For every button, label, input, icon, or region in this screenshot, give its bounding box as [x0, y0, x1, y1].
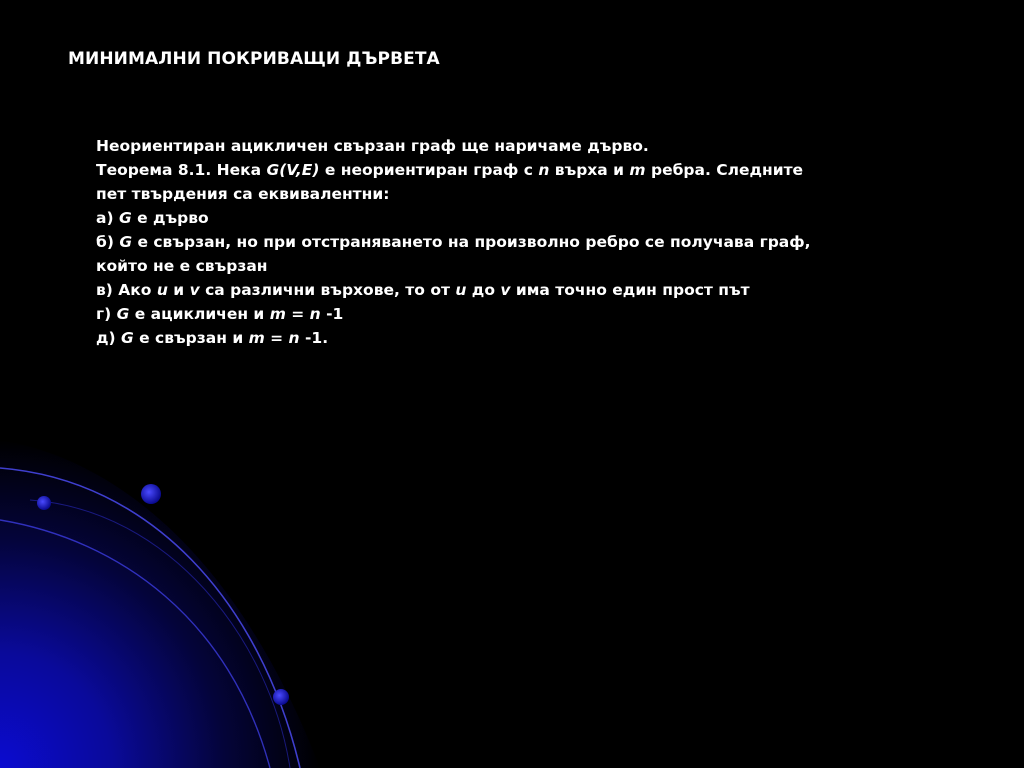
- item-d-text: е ацикличен и: [129, 305, 270, 323]
- blue-glow-shape: [0, 440, 320, 768]
- item-b-prefix: б): [96, 233, 120, 251]
- item-d-tail: -1: [320, 305, 344, 323]
- item-a-prefix: а): [96, 209, 119, 227]
- decor-dot-2: [37, 496, 51, 510]
- item-e-tail: -1.: [299, 329, 329, 347]
- slide-title: МИНИМАЛНИ ПОКРИВАЩИ ДЪРВЕТА: [68, 49, 440, 69]
- item-c-text: има точно един прост път: [510, 281, 750, 299]
- item-d-g: G: [116, 305, 130, 323]
- item-c-mid: са различни върхове, то от: [199, 281, 456, 299]
- item-e-text: е свързан и: [133, 329, 249, 347]
- m-symbol: m: [629, 161, 646, 179]
- item-b-text: е свързан, но при отстраняването на произволно ребро се получава граф,: [132, 233, 811, 251]
- graph-symbol: G(V,E): [266, 161, 320, 179]
- item-b-g: G: [119, 233, 133, 251]
- item-e-prefix: д): [96, 329, 121, 347]
- item-c: [96, 278, 956, 302]
- item-d: [96, 302, 956, 326]
- item-e-equation: m = n: [248, 329, 300, 347]
- item-b: [96, 230, 956, 254]
- u-symbol-2: u: [455, 281, 467, 299]
- v-symbol: v: [189, 281, 200, 299]
- theorem-text-3: ребра. Следните: [645, 161, 804, 179]
- item-e: [96, 326, 956, 350]
- theorem-text-1: е неориентиран граф с: [319, 161, 539, 179]
- item-a-text: е дърво: [131, 209, 209, 227]
- theorem-line-2: пет твърдения са еквивалентни:: [96, 185, 390, 203]
- item-c-to: до: [466, 281, 501, 299]
- item-b-cont: който не е свързан: [96, 257, 268, 275]
- item-d-prefix: г): [96, 305, 117, 323]
- n-symbol: n: [538, 161, 550, 179]
- item-c-prefix: в) Ако: [96, 281, 157, 299]
- definition-line: Неориентиран ацикличен свързан граф ще наричаме дърво.: [96, 137, 649, 155]
- theorem-label: Теорема 8.1. Нека: [96, 161, 267, 179]
- item-c-and: и: [167, 281, 190, 299]
- u-symbol: u: [156, 281, 168, 299]
- item-a: [96, 206, 956, 230]
- item-d-equation: m = n: [269, 305, 321, 323]
- item-e-g: G: [121, 329, 134, 347]
- slide-body: [96, 134, 956, 350]
- v-symbol-2: v: [500, 281, 511, 299]
- item-a-g: G: [118, 209, 132, 227]
- theorem-line: [96, 158, 956, 182]
- decor-dot-3: [273, 689, 289, 705]
- theorem-text-2: върха и: [549, 161, 630, 179]
- decor-dot-1: [141, 484, 161, 504]
